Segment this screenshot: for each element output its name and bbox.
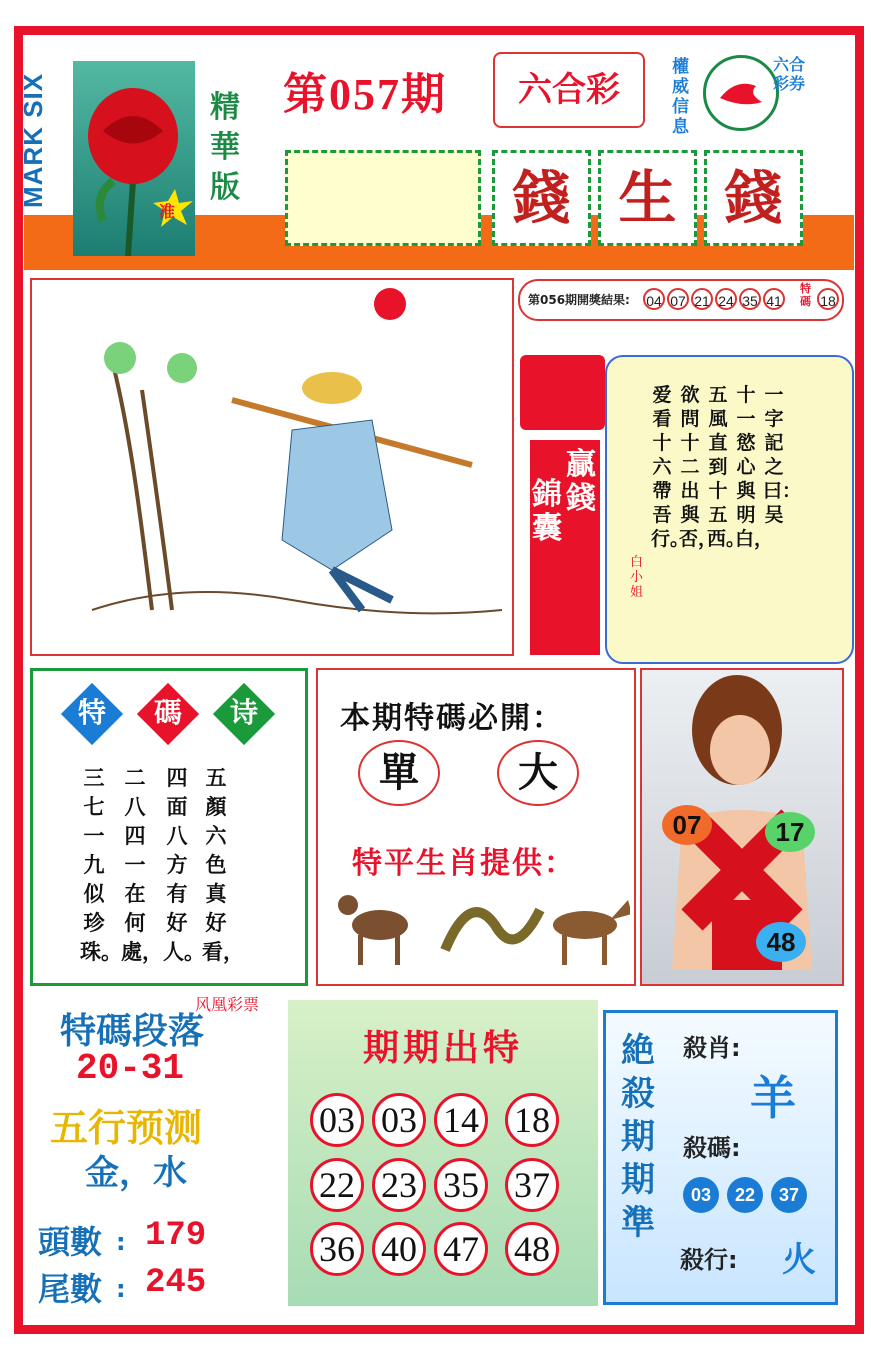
colon-icon: : xyxy=(116,1228,126,1256)
title-box-2: 生 xyxy=(598,150,697,246)
head-value: 179 xyxy=(145,1217,207,1255)
qiqi-ball: 35 xyxy=(434,1158,488,1212)
qiqi-ball: 03 xyxy=(372,1093,426,1147)
qiqi-ball: 47 xyxy=(434,1222,488,1276)
red-word-win: 贏錢 xyxy=(566,447,596,516)
poem-author: 白小姐 xyxy=(630,555,644,600)
tail-value: 245 xyxy=(145,1264,207,1302)
result-ball: 07 xyxy=(667,288,689,310)
poem-column: 一字記之曰：吴 xyxy=(763,384,802,526)
kill-element: 火 xyxy=(782,1240,816,1280)
special-ball: 18 xyxy=(817,288,839,310)
result-ball: 35 xyxy=(739,288,761,310)
mark-six-text: MARK SIX xyxy=(18,72,48,208)
result-ball: 04 xyxy=(643,288,665,310)
watermark: 风凰彩票 xyxy=(195,995,260,1014)
qiqi-ball: 40 xyxy=(372,1222,426,1276)
girl-ball: 17 xyxy=(765,812,815,852)
horse-icon xyxy=(553,900,630,965)
special-poem-column: 四面八方有好人。 xyxy=(163,765,205,964)
result-ball: 21 xyxy=(691,288,713,310)
qiqi-ball: 14 xyxy=(434,1093,488,1147)
fist-icon xyxy=(520,355,605,430)
poem-column: 十一慾心與明白， xyxy=(735,384,774,550)
colon-icon: : xyxy=(116,1275,126,1303)
title-box-1: 錢 xyxy=(492,150,591,246)
poem-scroll xyxy=(605,355,854,664)
title-box-blank xyxy=(285,150,481,246)
mark-six-logo: 六合彩 xyxy=(493,52,645,128)
must-open-title: 本期特碼必開： xyxy=(340,701,564,736)
girl-ball: 07 xyxy=(662,805,712,845)
kill-code-ball: 37 xyxy=(771,1177,807,1213)
badge-text: 准 xyxy=(159,202,176,221)
poem-head: 碼 xyxy=(153,696,182,729)
authority-text: 權威信息 xyxy=(672,57,689,137)
edition-title: 精華版 xyxy=(210,90,240,205)
wuxing-elements: 金，水 xyxy=(85,1153,187,1193)
poem-head: 特 xyxy=(77,696,106,729)
dragon-icon xyxy=(445,910,540,950)
special-poem-column: 二八四一在何處， xyxy=(121,765,163,964)
kill-code-label: 殺碼: xyxy=(683,1134,741,1162)
qiqi-ball: 36 xyxy=(310,1222,364,1276)
title-box-3: 錢 xyxy=(704,150,803,246)
red-word-tips: 錦囊 xyxy=(532,477,562,546)
zodiac-title: 特平生肖提供： xyxy=(352,846,576,881)
kill-code-ball: 22 xyxy=(727,1177,763,1213)
zodiac-animals xyxy=(330,880,630,975)
qiqi-ball: 23 xyxy=(372,1158,426,1212)
tail-label: 尾數 xyxy=(38,1270,103,1308)
girl-ball: 48 xyxy=(756,922,806,962)
farmer-illustration xyxy=(32,280,512,654)
qiqi-ball: 37 xyxy=(505,1158,559,1212)
rose-icon xyxy=(73,61,195,256)
poem-column: 爱看十六帶吾行。 xyxy=(651,384,690,550)
special-poem-column: 五顏六色真好看， xyxy=(202,765,244,964)
illustration-panel xyxy=(30,278,514,656)
issue-number: 第057期 xyxy=(283,70,447,119)
goat-icon xyxy=(338,895,408,965)
qiqi-ball: 22 xyxy=(310,1158,364,1212)
rose-image xyxy=(73,61,195,256)
qiqi-ball: 48 xyxy=(505,1222,559,1276)
qiqi-ball: 03 xyxy=(310,1093,364,1147)
qiqi-ball: 18 xyxy=(505,1093,559,1147)
qiqi-title: 期期出特 xyxy=(362,1027,523,1069)
kill-element-label: 殺行: xyxy=(680,1246,738,1274)
result-ball: 24 xyxy=(715,288,737,310)
special-poem-column: 三七一九似珍珠。 xyxy=(80,765,122,964)
result-label: 第056期開獎結果: xyxy=(528,293,630,307)
kill-vertical-title: 絶殺期期準 xyxy=(621,1031,655,1243)
special-label: 特碼 xyxy=(800,282,811,308)
dove-icon xyxy=(703,55,779,131)
option-big: 大 xyxy=(497,740,579,806)
kill-zodiac-label: 殺肖: xyxy=(683,1034,741,1062)
wuxing-title: 五行预测 xyxy=(50,1105,203,1150)
poem-column: 欲問十二出與否， xyxy=(679,384,718,550)
poem-column: 五風直到十五西。 xyxy=(707,384,746,550)
kill-zodiac: 羊 xyxy=(750,1071,796,1125)
ticket-text: 六合彩券 xyxy=(773,55,806,93)
kill-code-ball: 03 xyxy=(683,1177,719,1213)
segment-title: 特碼段落 xyxy=(60,1011,205,1052)
head-label: 頭數 xyxy=(38,1223,103,1261)
result-ball: 41 xyxy=(763,288,785,310)
segment-range: 20-31 xyxy=(76,1048,185,1089)
poem-head: 诗 xyxy=(229,696,258,729)
option-single: 單 xyxy=(358,740,440,806)
